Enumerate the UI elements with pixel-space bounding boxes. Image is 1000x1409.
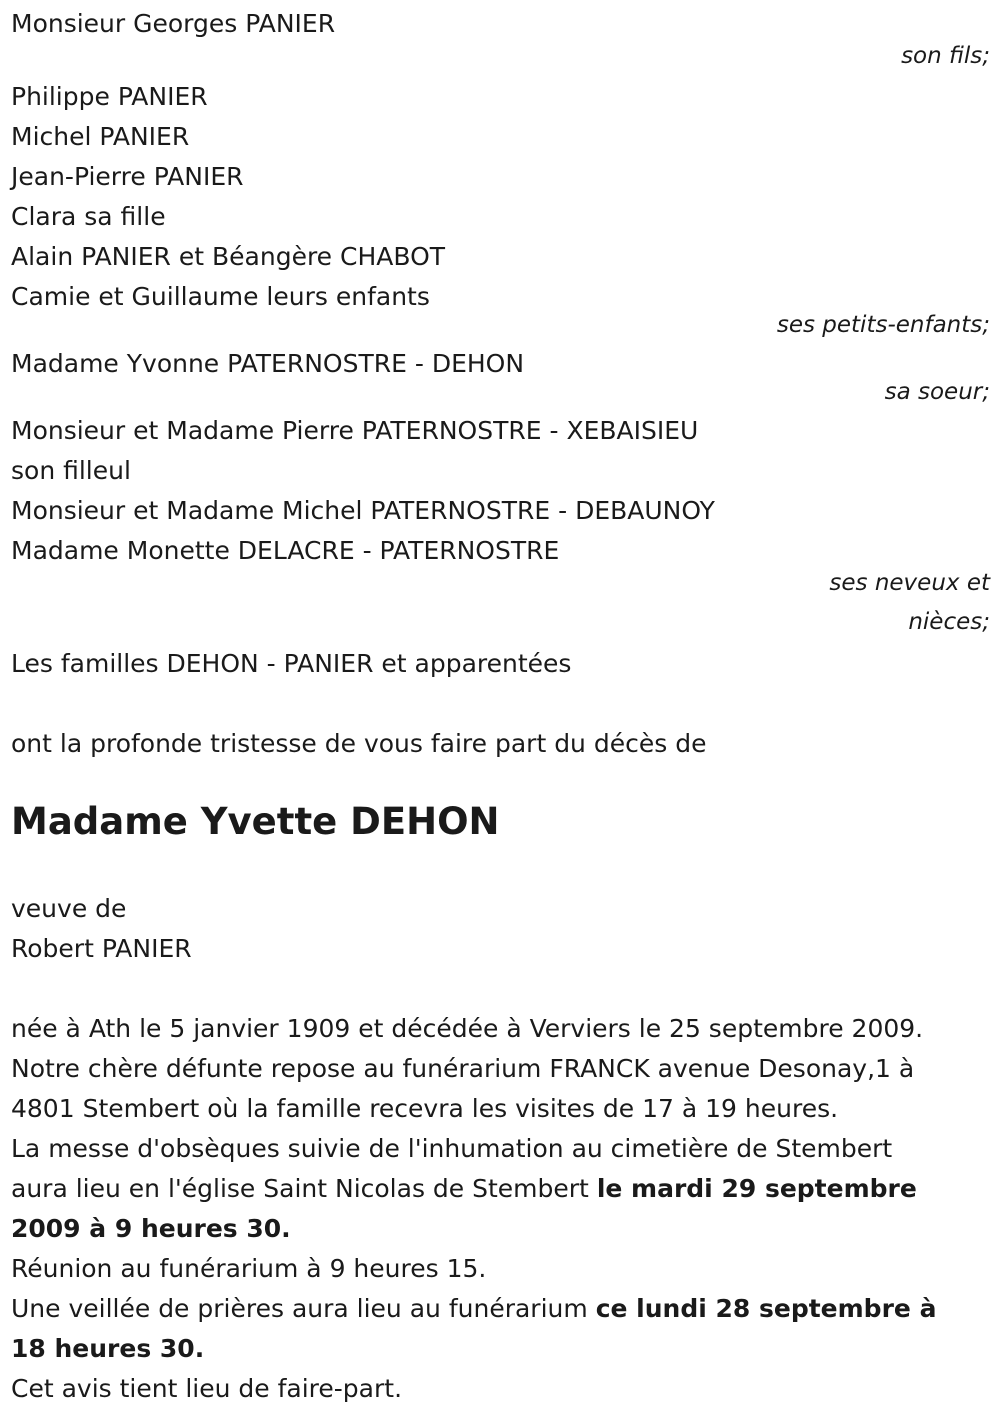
- deceased-name: Madame Yvette DEHON: [11, 800, 500, 843]
- nephew-name: Monsieur et Madame Pierre PATERNOSTRE - XEBAISIEU: [11, 416, 699, 445]
- nephew-name: Monsieur et Madame Michel PATERNOSTRE - DEBAUNOY: [11, 496, 715, 525]
- spouse-name: Robert PANIER: [11, 934, 192, 963]
- mass-line-1: La messe d'obsèques suivie de l'inhumation au cimetière de Stembert: [11, 1134, 893, 1163]
- birth-death-line: née à Ath le 5 janvier 1909 et décédée à Verviers le 25 septembre 2009.: [11, 1014, 924, 1043]
- grandchild-name: Alain PANIER et Béangère CHABOT: [11, 242, 446, 271]
- grandchild-name: Michel PANIER: [11, 122, 190, 151]
- sister-name: Madame Yvonne PATERNOSTRE - DEHON: [11, 349, 525, 378]
- announcement-text: ont la profonde tristesse de vous faire part du décès de: [11, 729, 707, 758]
- widow-label: veuve de: [11, 894, 127, 923]
- grandchild-name: Camie et Guillaume leurs enfants: [11, 282, 430, 311]
- mass-location: aura lieu en l'église Saint Nicolas de Stembert: [11, 1174, 589, 1203]
- rest-line-2: 4801 Stembert où la famille recevra les visites de 17 à 19 heures.: [11, 1094, 839, 1123]
- nephew-name: son filleul: [11, 456, 131, 485]
- meeting-line: Réunion au funérarium à 9 heures 15.: [11, 1254, 487, 1283]
- mass-time: 2009 à 9 heures 30.: [11, 1214, 291, 1243]
- spacer: [11, 684, 990, 724]
- vigil-line-1: [11, 1289, 990, 1329]
- families-line: Les familles DEHON - PANIER et apparentées: [11, 649, 572, 678]
- grandchild-name: Clara sa fille: [11, 202, 166, 231]
- vigil-time: 18 heures 30.: [11, 1334, 205, 1363]
- spacer: [11, 969, 990, 1009]
- grandchild-name: Philippe PANIER: [11, 82, 208, 111]
- son-role: son fils;: [901, 43, 990, 69]
- details-block: [11, 1009, 990, 1409]
- mass-line-2: [11, 1169, 990, 1209]
- grandchildren-role: ses petits-enfants;: [776, 312, 990, 338]
- grandchildren-list: [11, 77, 990, 317]
- mass-date: le mardi 29 septembre: [596, 1174, 917, 1203]
- vigil-date: ce lundi 28 septembre à: [595, 1294, 937, 1323]
- son-name: Monsieur Georges PANIER: [11, 9, 336, 38]
- grandchild-name: Jean-Pierre PANIER: [11, 162, 244, 191]
- nephews-list: [11, 411, 990, 571]
- sister-role: sa soeur;: [884, 379, 990, 405]
- nephew-name: Madame Monette DELACRE - PATERNOSTRE: [11, 536, 560, 565]
- closing-line: Cet avis tient lieu de faire-part.: [11, 1374, 403, 1403]
- nephews-role-line2: nièces;: [908, 609, 990, 635]
- nephews-role-line1: ses neveux et: [829, 570, 990, 596]
- rest-line-1: Notre chère défunte repose au funérarium FRANCK avenue Desonay,1 à: [11, 1054, 915, 1083]
- vigil-text: Une veillée de prières aura lieu au funérarium: [11, 1294, 588, 1323]
